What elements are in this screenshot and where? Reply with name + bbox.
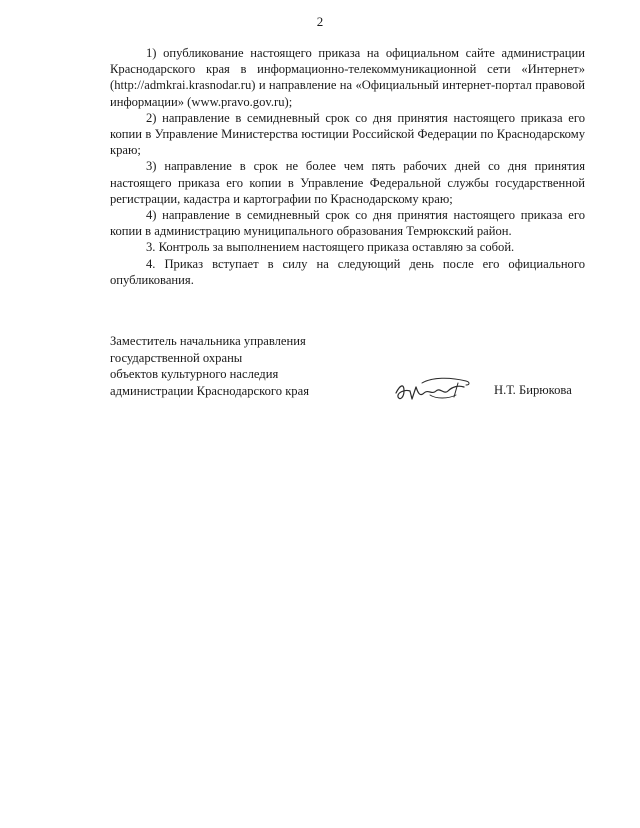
paragraph-ministry-of-justice: 2) направление в семидневный срок со дня принятия настоящего приказа его копии в Управление Министерства юстиции Российской Федерации по Краснодарскому краю;: [110, 110, 585, 158]
handwritten-signature: [392, 373, 482, 405]
signature-block: [110, 333, 585, 413]
signer-name: Н.Т. Бирюкова: [494, 383, 572, 397]
paragraph-rosreestr: 3) направление в срок не более чем пять рабочих дней со дня принятия настоящего приказа его копии в Управление Федеральной службы государственной регистрации, кадастра и картографии по Краснодарскому краю;: [110, 159, 585, 206]
document-body: [110, 45, 585, 288]
signer-position-line: администрации Краснодарского края: [110, 383, 309, 398]
signer-position-line: объектов культурного наследия: [110, 367, 279, 381]
paragraph-publication: 1) опубликование настоящего приказа на официальном сайте администрации Краснодарского края в информационно-телекоммуникационной сети «Интернет» (http://admkrai.krasnodar.ru) и направление на «Официальный интернет-портал правовой информации» (www.pravo.gov.ru);: [110, 46, 585, 109]
signer-position: [110, 333, 309, 399]
signer-position-line: Заместитель начальника управления: [110, 334, 306, 348]
paragraph-temryuk-district: 4) направление в семидневный срок со дня принятия настоящего приказа его копии в администрацию муниципального образования Темрюкский район.: [110, 208, 585, 239]
page-number: 2: [316, 14, 324, 29]
paragraph-control: 3. Контроль за выполнением настоящего приказа оставляю за собой.: [146, 240, 515, 255]
paragraph-entry-into-force: 4. Приказ вступает в силу на следующий день после его официального опубликования.: [110, 256, 585, 287]
signer-position-line: государственной охраны: [110, 350, 243, 365]
